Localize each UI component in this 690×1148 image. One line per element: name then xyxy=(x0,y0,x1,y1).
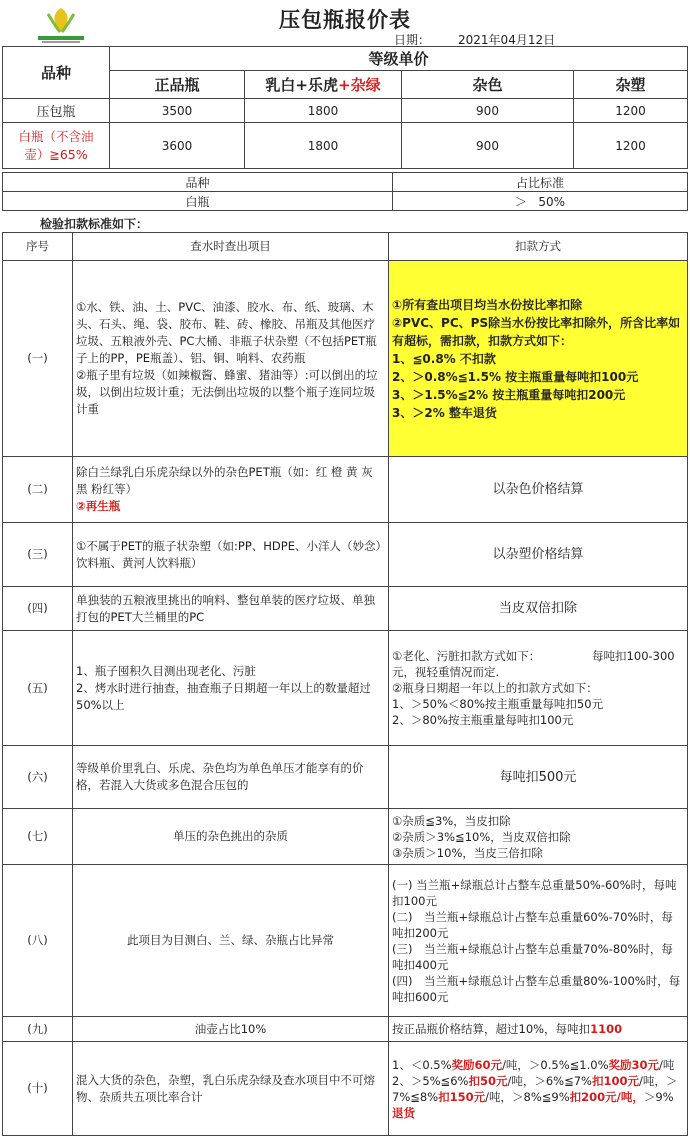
row-no: (二) xyxy=(3,457,73,523)
row-no: (四) xyxy=(3,587,73,631)
table-row xyxy=(3,746,688,809)
grade-header-0: 正品瓶 xyxy=(110,71,245,99)
table-row xyxy=(3,1042,688,1136)
row-method: ①老化、污脏扣款方式如下： 每吨扣100-300元，视轻重情况而定. ②瓶身日期超一年以上的扣款方式如下： 1、＞50%＜80%按主瓶重量每吨扣50元 2、＞80%按主瓶重量每吨扣100元 xyxy=(389,631,688,746)
grade-header-1: 乳白+乐虎+杂绿 xyxy=(245,71,402,99)
row-item: 1、瓶子囤积久目测出现老化、污脏 2、烤水时进行抽查，抽查瓶子日期超一年以上的数量超过50%以上 xyxy=(73,631,389,746)
row-item: 此项目为目测白、兰、绿、杂瓶占比异常 xyxy=(73,865,389,1017)
price-cell: 1200 xyxy=(574,99,688,123)
row-item: ①水、铁、油、土、PVC、油漆、胶水、布、纸、玻璃、木头、石头、绳、袋、胶布、鞋、砖、橡胶、吊瓶及其他医疗垃圾、五粮液外壳、PC大桶、非瓶子状杂塑（不包括PET瓶子上的PP，PE瓶盖）、铝、铜、响料、农药瓶 ②瓶子里有垃圾（如辣椒酱、蜂蜜、猪油等）:可以倒出的垃圾，以倒出垃圾计重；无法倒出垃圾的以整个瓶子连同垃圾计重 xyxy=(73,261,389,457)
deduction-table xyxy=(2,232,688,1136)
table-row xyxy=(3,809,688,865)
ratio-table xyxy=(2,172,688,211)
row-method: 以杂色价格结算 xyxy=(389,457,688,523)
table-row xyxy=(3,99,688,123)
row-no: (一) xyxy=(3,261,73,457)
table-row xyxy=(3,631,688,746)
price-cell: 1800 xyxy=(245,123,402,169)
row-item: 等级单价里乳白、乐虎、杂色均为单色单压才能享有的价格，若混入大货或多色混合压包的 xyxy=(73,746,389,809)
table-row xyxy=(3,457,688,523)
table-row xyxy=(3,261,688,457)
price-table xyxy=(2,46,688,169)
table-row xyxy=(3,865,688,1017)
header-item: 查水时查出项目 xyxy=(73,233,389,261)
row-no: (十) xyxy=(3,1042,73,1136)
row-method: (一) 当兰瓶+绿瓶总计占整车总重量50%-60%时，每吨扣100元 (二) 当兰瓶+绿瓶总计占整车总重量60%-70%时，每吨扣200元 (三) 当兰瓶+绿瓶总计占整车总重量70%-80%时，每吨扣400元 (四) 当兰瓶+绿瓶总计占整车总重量80%-100%时，每吨扣600元 xyxy=(389,865,688,1017)
table-row xyxy=(3,523,688,587)
ratio-variety: 白瓶 xyxy=(3,192,393,211)
header-no: 序号 xyxy=(3,233,73,261)
col-grade-header: 等级单价 xyxy=(110,47,688,71)
table-row xyxy=(3,123,688,169)
row-no: (三) xyxy=(3,523,73,587)
row-method: 每吨扣500元 xyxy=(389,746,688,809)
row-item: 油壶占比10% xyxy=(73,1017,389,1042)
row-method: 当皮双倍扣除 xyxy=(389,587,688,631)
price-cell: 3600 xyxy=(110,123,245,169)
row-item: 单独装的五粮液里挑出的响料、整包单装的医疗垃圾、单独打包的PET大兰桶里的PC xyxy=(73,587,389,631)
date-label: 日期： xyxy=(394,33,431,47)
price-cell: 900 xyxy=(402,123,574,169)
col-variety-header: 品种 xyxy=(3,47,110,99)
table-row xyxy=(3,1017,688,1042)
row-name: 白瓶（不含油 壶）≧65% xyxy=(3,123,110,169)
row-item: 混入大货的杂色，杂塑，乳白乐虎杂绿及查水项目中不可熔物、杂质共五项比率合计 xyxy=(73,1042,389,1136)
row-no: (九) xyxy=(3,1017,73,1042)
row-no: (五) xyxy=(3,631,73,746)
row-no: (八) xyxy=(3,865,73,1017)
price-cell: 3500 xyxy=(110,99,245,123)
row-name: 压包瓶 xyxy=(3,99,110,123)
row-no: (七) xyxy=(3,809,73,865)
ratio-standard: ＞ 50% xyxy=(393,192,688,211)
grade-header-2: 杂色 xyxy=(402,71,574,99)
row-method: 1、＜0.5%奖励60元/吨，＞0.5%≦1.0%奖励30元/吨 2、＞5%≦6%扣50元/吨，＞6%≦7%扣100元/吨，＞7%≦8%扣150元/吨，＞8%≦9%扣200元/吨，＞9%退货 xyxy=(389,1042,688,1136)
price-cell: 1800 xyxy=(245,99,402,123)
row-method: ①所有查出项目均当水份按比率扣除 ②PVC、PC、PS除当水份按比率扣除外，所含比率如有超标，需扣款，扣款方式如下： 1、≦0.8% 不扣款 2、＞0.8%≦1.5% 按主瓶重量每吨扣100元 3、＞1.5%≦2% 按主瓶重量每吨扣200元 3、＞2% 整车退货 xyxy=(389,261,688,457)
row-item: 单压的杂色挑出的杂质 xyxy=(73,809,389,865)
price-cell: 1200 xyxy=(574,123,688,169)
row-method: ①杂质≦3%，当皮扣除 ②杂质＞3%≦10%，当皮双倍扣除 ③杂质＞10%，当皮三倍扣除 xyxy=(389,809,688,865)
table-row xyxy=(3,587,688,631)
page-title: 压包瓶报价表 xyxy=(279,7,411,32)
row-method: 以杂塑价格结算 xyxy=(389,523,688,587)
row-method: 按正品瓶价格结算，超过10%，每吨扣1100 xyxy=(389,1017,688,1042)
ratio-header-variety: 品种 xyxy=(3,173,393,192)
row-item: ①不属于PET的瓶子状杂塑（如:PP、HDPE、小洋人（妙念）饮料瓶、黄河人饮料瓶） xyxy=(73,523,389,587)
header-method: 扣款方式 xyxy=(389,233,688,261)
row-item: 除白兰绿乳白乐虎杂绿以外的杂色PET瓶（如：红 橙 黄 灰 黑 粉红等） ②再生瓶 xyxy=(73,457,389,523)
ratio-header-standard: 占比标准 xyxy=(393,173,688,192)
price-cell: 900 xyxy=(402,99,574,123)
date-value: 2021年04月12日 xyxy=(458,33,556,47)
grade-header-3: 杂塑 xyxy=(574,71,688,99)
section-title: 检验扣款标准如下： xyxy=(40,217,149,231)
row-no: (六) xyxy=(3,746,73,809)
